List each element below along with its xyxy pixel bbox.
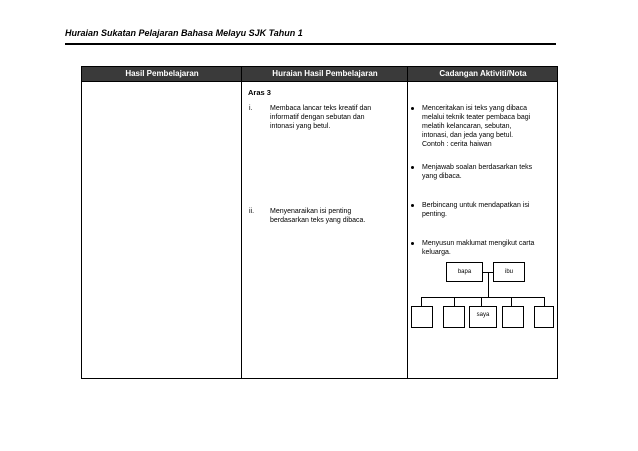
document-header: Huraian Sukatan Pelajaran Bahasa Melayu SJK Tahun 1 (65, 28, 303, 38)
text-line: melatih kelancaran, sebutan, (422, 123, 512, 130)
column-header-huraian: Huraian Hasil Pembelajaran (272, 69, 378, 78)
text-line: intonasi, dan jeda yang betul. (422, 132, 514, 139)
connector-line (544, 297, 545, 306)
family-box-saya: saya (469, 306, 497, 328)
description-item (270, 104, 371, 131)
bullet-icon (411, 204, 414, 207)
column-divider (407, 67, 408, 378)
text-line: Menyusun maklumat mengikut carta (422, 240, 535, 247)
connector-line (454, 297, 455, 306)
text-line: intonasi yang betul. (270, 123, 331, 130)
bullet-icon (411, 107, 414, 110)
family-box-bapa: bapa (446, 262, 483, 282)
connector-line (481, 297, 482, 306)
header-divider (82, 81, 557, 82)
family-box-child (534, 306, 554, 328)
activity-item (422, 239, 534, 257)
activity-item (422, 201, 529, 219)
text-line: yang dibaca. (422, 173, 462, 180)
family-box-child (443, 306, 465, 328)
activity-item (422, 163, 532, 181)
text-line: Menyenaraikan isi penting (270, 208, 352, 215)
text-line: Berbincang untuk mendapatkan isi (422, 202, 530, 209)
connector-line (511, 297, 512, 306)
bullet-icon (411, 166, 414, 169)
item-number: i. (249, 105, 253, 112)
family-tree-diagram (409, 262, 557, 334)
text-line: penting. (422, 211, 447, 218)
header-rule (65, 43, 556, 45)
text-line: Menjawab soalan berdasarkan teks (422, 164, 533, 171)
text-line: informatif dengan sebutan dan (270, 114, 365, 121)
text-line: Menceritakan isi teks yang dibaca (422, 105, 528, 112)
connector-line (421, 297, 422, 306)
text-line: Membaca lancar teks kreatif dan (270, 105, 372, 112)
family-box-ibu: ibu (493, 262, 525, 282)
family-box-child (502, 306, 524, 328)
table-header-row (82, 67, 557, 81)
level-label: Aras 3 (248, 88, 271, 97)
text-line: Contoh : cerita haiwan (422, 141, 492, 148)
bullet-icon (411, 242, 414, 245)
item-number: ii. (249, 208, 255, 215)
description-item (270, 207, 365, 225)
connector-line (421, 297, 544, 298)
column-header-cadangan: Cadangan Aktiviti/Nota (439, 69, 527, 78)
column-header-hasil: Hasil Pembelajaran (125, 69, 199, 78)
text-line: melalui teknik teater pembaca bagi (422, 114, 531, 121)
column-divider (241, 67, 242, 378)
family-box-child (411, 306, 433, 328)
activity-item (422, 104, 530, 149)
connector-line (488, 272, 489, 297)
text-line: berdasarkan teks yang dibaca. (270, 217, 366, 224)
text-line: keluarga. (422, 249, 451, 256)
